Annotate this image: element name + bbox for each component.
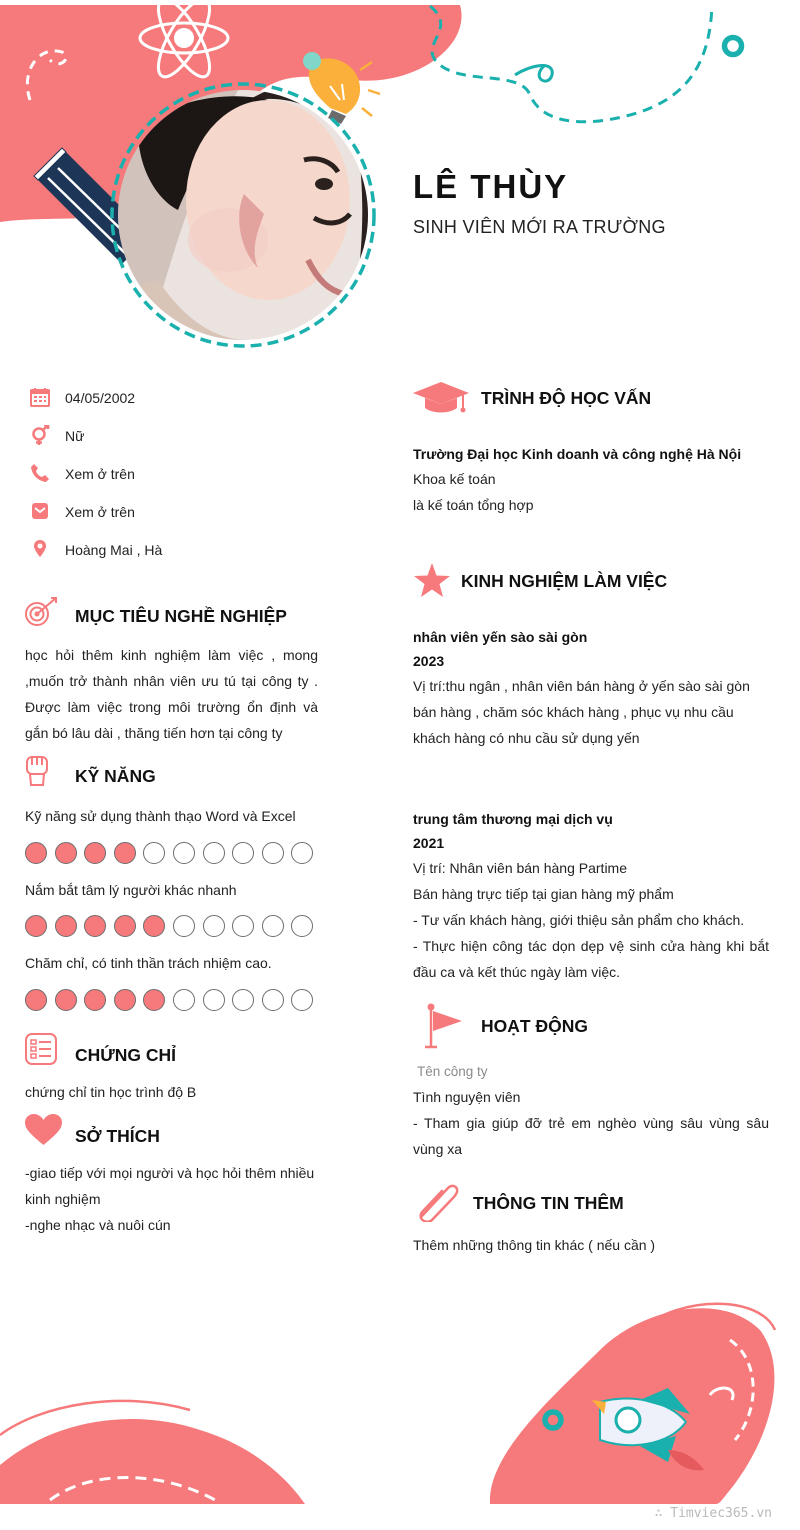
job-duty: Bán hàng trực tiếp tại gian hàng mỹ phẩm — [413, 886, 674, 902]
skill-dot-empty — [173, 989, 195, 1011]
contact-text: Xem ở trên — [65, 504, 135, 520]
job-year: 2021 — [413, 835, 445, 851]
skill-dot-empty — [262, 989, 284, 1011]
education-major: là kế toán tổng hợp — [413, 497, 534, 513]
candidate-title: SINH VIÊN MỚI RA TRƯỜNG — [413, 217, 666, 237]
job-description: bán hàng , chăm sóc khách hàng , phục vụ nhu cầu khách hàng có nhu cầu sử dụng yến — [413, 704, 734, 746]
contact-text: Xem ở trên — [65, 466, 135, 482]
skill-dot-filled — [114, 915, 136, 937]
skill-name: Chăm chỉ, có tinh thần trách nhiệm cao. — [25, 955, 272, 971]
contact-phone — [30, 463, 360, 487]
skill-dot-filled — [143, 915, 165, 937]
more-info-text: Thêm những thông tin khác ( nếu cần ) — [413, 1237, 656, 1253]
education-title: TRÌNH ĐỘ HỌC VẤN — [481, 388, 652, 408]
job-company: trung tâm thương mại dịch vụ — [413, 811, 613, 827]
skill-dot-empty — [173, 842, 195, 864]
location-icon — [30, 539, 50, 559]
skill-dot-filled — [25, 915, 47, 937]
skill-dot-filled — [114, 842, 136, 864]
heart-icon — [25, 1114, 62, 1146]
skill-dot-empty — [232, 842, 254, 864]
objective-title: MỤC TIÊU NGHỀ NGHIỆP — [75, 606, 287, 626]
hobbies-title: SỞ THÍCH — [75, 1126, 160, 1146]
checklist-icon — [25, 1033, 57, 1065]
experience-title: KINH NGHIỆM LÀM VIỆC — [461, 571, 668, 591]
skill-dot-filled — [84, 989, 106, 1011]
job-position: Vị trí:thu ngân , nhân viên bán hàng ở yến sào sài gòn — [413, 678, 750, 694]
job-position: Vị trí: Nhân viên bán hàng Partime — [413, 860, 628, 876]
star-icon — [414, 563, 450, 597]
skill-dot-filled — [25, 989, 47, 1011]
certificates-text: chứng chỉ tin học trình độ B — [25, 1084, 197, 1100]
skill-dot-filled — [84, 842, 106, 864]
skill-dot-filled — [114, 989, 136, 1011]
contact-text: Nữ — [65, 428, 85, 444]
graduation-cap-icon — [413, 380, 469, 414]
contact-gender — [30, 425, 360, 449]
header-decoration — [0, 0, 800, 360]
contact-text: 04/05/2002 — [65, 390, 136, 406]
skill-dot-filled — [55, 842, 77, 864]
contact-email — [30, 501, 360, 525]
skill-dot-filled — [55, 915, 77, 937]
gender-icon — [30, 425, 50, 445]
skill-dot-filled — [55, 989, 77, 1011]
fist-icon — [25, 755, 49, 787]
skill-dot-empty — [291, 915, 313, 937]
skill-dot-empty — [262, 915, 284, 937]
objective-text: học hỏi thêm kinh nghiệm làm việc , mong ,muốn trở thành nhân viên ưu tú tại công ty . Được làm việc trong môi trường ổn định và gắn bó lâu dài , thăng tiến hơn tại công ty — [25, 647, 318, 741]
hobbies-line: -nghe nhạc và nuôi cún — [25, 1217, 171, 1233]
target-icon — [24, 596, 60, 628]
paperclip-icon — [416, 1182, 460, 1222]
job-duty: - Tư vấn khách hàng, giới thiệu sản phẩm cho khách. — [413, 912, 745, 928]
phone-icon — [30, 463, 50, 483]
skill-dot-empty — [262, 842, 284, 864]
contact-birthday — [30, 387, 360, 411]
skill-dot-empty — [173, 915, 195, 937]
contact-text: Hoàng Mai , Hà — [65, 542, 163, 558]
hobbies-line: -giao tiếp với mọi người và học hỏi thêm nhiều — [25, 1165, 315, 1181]
profile-photo — [118, 90, 368, 340]
skill-name: Kỹ năng sử dụng thành thạo Word và Excel — [25, 808, 296, 824]
activities-description: - Tham gia giúp đỡ trẻ em nghèo vùng sâu vùng sâu vùng xa — [413, 1115, 769, 1157]
skill-dot-filled — [143, 989, 165, 1011]
footer-decoration — [0, 1290, 800, 1530]
candidate-name: LÊ THÙY — [413, 168, 569, 205]
job-year: 2023 — [413, 653, 445, 669]
job-company: nhân viên yến sào sài gòn — [413, 629, 588, 645]
skills-title: KỸ NĂNG — [75, 766, 156, 786]
skill-dot-empty — [232, 989, 254, 1011]
skill-dot-empty — [143, 842, 165, 864]
watermark: ∴ Timviec365.vn — [654, 1506, 772, 1521]
skill-dot-empty — [291, 842, 313, 864]
skill-dot-empty — [232, 915, 254, 937]
activities-role: Tình nguyện viên — [413, 1089, 521, 1105]
skill-name: Nắm bắt tâm lý người khác nhanh — [25, 882, 237, 898]
hobbies-line: kinh nghiệm — [25, 1191, 101, 1207]
contact-address — [30, 539, 360, 563]
activities-organization: Tên công ty — [417, 1064, 488, 1079]
skill-dot-empty — [203, 915, 225, 937]
skill-dot-empty — [203, 842, 225, 864]
flag-icon — [424, 1003, 462, 1049]
email-icon — [30, 501, 50, 521]
skill-dot-empty — [203, 989, 225, 1011]
more-info-title: THÔNG TIN THÊM — [473, 1193, 624, 1213]
activities-title: HOẠT ĐỘNG — [481, 1016, 588, 1036]
skill-dot-empty — [291, 989, 313, 1011]
skill-dot-filled — [84, 915, 106, 937]
job-description: - Thực hiện công tác dọn dẹp vệ sinh cửa hàng khi bắt đầu ca và kết thúc ngày làm việc. — [413, 938, 769, 980]
skill-dot-filled — [25, 842, 47, 864]
education-school: Trường Đại học Kinh doanh và công nghệ Hà Nội — [413, 446, 742, 462]
education-faculty: Khoa kế toán — [413, 471, 496, 487]
certificates-title: CHỨNG CHỈ — [75, 1045, 177, 1065]
calendar-icon — [30, 387, 50, 407]
